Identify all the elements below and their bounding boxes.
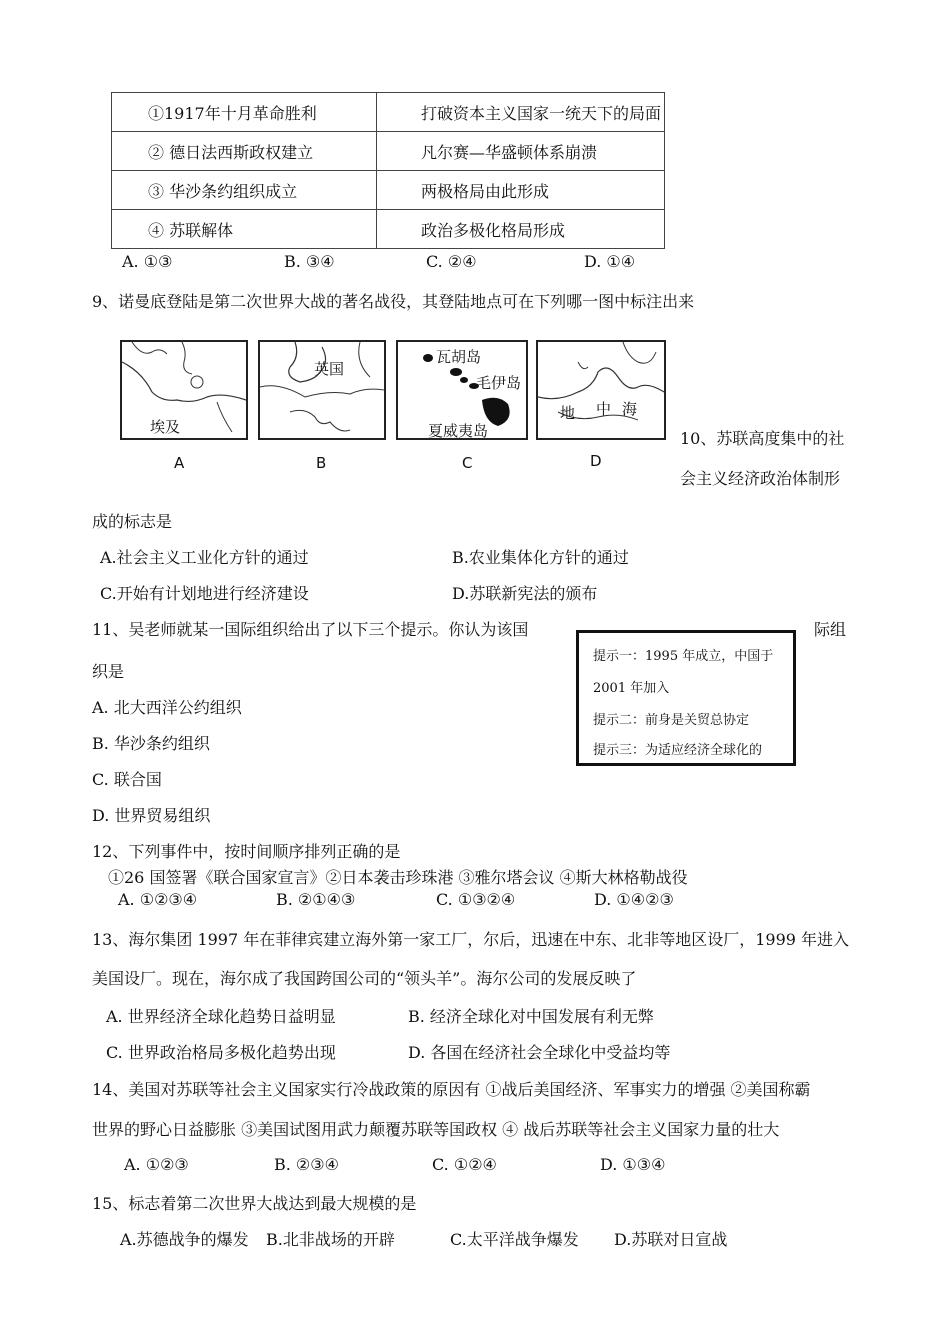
map-label: 毛伊岛 <box>476 374 522 392</box>
q8-option-b: B. ③④ <box>284 252 335 271</box>
map-caption-c: C <box>462 454 473 472</box>
q10-option-c: C.开始有计划地进行经济建设 <box>100 584 309 603</box>
q13-option-d: D. 各国在经济社会全球化中受益均等 <box>408 1043 671 1062</box>
table-cell-event: ② 德日法西斯政权建立 <box>112 132 377 171</box>
q11-option-d: D. 世界贸易组织 <box>92 806 211 825</box>
table-cell-event: ①1917年十月革命胜利 <box>112 93 377 132</box>
q10-stem-2: 会主义经济政治体制形 <box>680 469 841 488</box>
q15-stem: 15、标志着第二次世界大战达到最大规模的是 <box>92 1194 417 1213</box>
q8-table <box>111 92 665 249</box>
q12-option-c: C. ①③②④ <box>436 890 516 909</box>
q14-stem-2: 世界的野心日益膨胀 ③美国试图用武力颠覆苏联等国政权 ④ 战后苏联等社会主义国家力量的壮大 <box>92 1120 780 1139</box>
q15-option-c: C.太平洋战争爆发 <box>450 1230 579 1249</box>
map-label: 瓦胡岛 <box>436 348 482 366</box>
q12-option-a: A. ①②③④ <box>118 890 198 909</box>
q11-hint-box <box>576 630 796 766</box>
table-row <box>112 171 665 210</box>
table-cell-result: 政治多极化格局形成 <box>377 210 665 249</box>
q12-events: ①26 国签署《联合国家宣言》②日本袭击珍珠港 ③雅尔塔会议 ④斯大林格勒战役 <box>108 868 688 887</box>
q10-option-a: A.社会主义工业化方针的通过 <box>100 548 309 567</box>
q14-option-a: A. ①②③ <box>124 1155 189 1174</box>
table-cell-event: ③ 华沙条约组织成立 <box>112 171 377 210</box>
q13-option-a: A. 世界经济全球化趋势日益明显 <box>106 1007 336 1026</box>
q8-option-d: D. ①④ <box>584 252 636 271</box>
hint-line: 提示二：前身是关贸总协定 <box>593 713 750 728</box>
q14-option-c: C. ①②④ <box>432 1155 497 1174</box>
table-row <box>112 93 665 132</box>
map-b <box>258 340 386 440</box>
q8-option-c: C. ②④ <box>426 252 477 271</box>
q10-option-b: B.农业集体化方针的通过 <box>452 548 629 567</box>
map-label: 夏威夷岛 <box>428 422 489 440</box>
q11-option-b: B. 华沙条约组织 <box>92 734 210 753</box>
table-cell-result: 两极格局由此形成 <box>377 171 665 210</box>
map-caption-d: D <box>590 452 602 470</box>
map-label: 中 <box>596 400 612 418</box>
hint-line: 提示一：1995 年成立，中国于 <box>593 649 774 664</box>
table-cell-result: 凡尔赛—华盛顿体系崩溃 <box>377 132 665 171</box>
q10-stem-1: 10、苏联高度集中的社 <box>680 429 845 448</box>
hint-line: 提示三：为适应经济全球化的 <box>593 743 763 758</box>
q15-option-b: B.北非战场的开辟 <box>266 1230 395 1249</box>
q8-option-a: A. ①③ <box>122 252 173 271</box>
map-b-coastline <box>260 342 384 438</box>
q11-stem-1b: 际组 <box>814 620 847 639</box>
q13-stem-1: 13、海尔集团 1997 年在菲律宾建立海外第一家工厂，尔后，迅速在中东、北非等地区设厂，1999 年进入 <box>92 930 850 949</box>
map-label: 英国 <box>314 360 345 378</box>
q9-stem: 9、诺曼底登陆是第二次世界大战的著名战役，其登陆地点可在下列哪一图中标注出来 <box>92 292 695 311</box>
q10-option-d: D.苏联新宪法的颁布 <box>452 584 598 603</box>
table-cell-event: ④ 苏联解体 <box>112 210 377 249</box>
q13-option-c: C. 世界政治格局多极化趋势出现 <box>106 1043 336 1062</box>
q12-option-d: D. ①④②③ <box>594 890 674 909</box>
q11-option-c: C. 联合国 <box>92 770 162 789</box>
q10-stem-3: 成的标志是 <box>92 512 173 531</box>
map-a-coastline <box>122 342 246 438</box>
q15-option-d: D.苏联对日宣战 <box>614 1230 728 1249</box>
map-caption-b: B <box>316 454 327 472</box>
q12-stem: 12、下列事件中，按时间顺序排列正确的是 <box>92 842 401 861</box>
q11-stem-2: 织是 <box>92 662 125 681</box>
q14-option-b: B. ②③④ <box>274 1155 339 1174</box>
table-row <box>112 210 665 249</box>
map-caption-a: A <box>174 454 185 472</box>
table-cell-result: 打破资本主义国家一统天下的局面 <box>377 93 665 132</box>
q15-option-a: A.苏德战争的爆发 <box>120 1230 249 1249</box>
q13-stem-2: 美国设厂。现在，海尔成了我国跨国公司的“领头羊”。海尔公司的发展反映了 <box>92 969 637 988</box>
map-d-coastline <box>538 342 664 438</box>
table-row <box>112 132 665 171</box>
q11-option-a: A. 北大西洋公约组织 <box>92 698 242 717</box>
map-a <box>120 340 248 440</box>
q14-stem-1: 14、美国对苏联等社会主义国家实行冷战政策的原因有 ①战后美国经济、军事实力的增强 ②美国称霸 <box>92 1080 811 1099</box>
hint-line: 2001 年加入 <box>593 681 670 696</box>
map-label: 埃及 <box>150 418 181 436</box>
q12-option-b: B. ②①④③ <box>276 890 356 909</box>
q11-stem-1: 11、吴老师就某一国际组织给出了以下三个提示。你认为该国 <box>92 620 529 639</box>
map-label: 海 <box>622 400 638 418</box>
q14-option-d: D. ①③④ <box>600 1155 666 1174</box>
map-c <box>396 340 528 440</box>
map-label: 地 <box>560 404 576 422</box>
q13-option-b: B. 经济全球化对中国发展有利无弊 <box>408 1007 654 1026</box>
map-d <box>536 340 666 440</box>
